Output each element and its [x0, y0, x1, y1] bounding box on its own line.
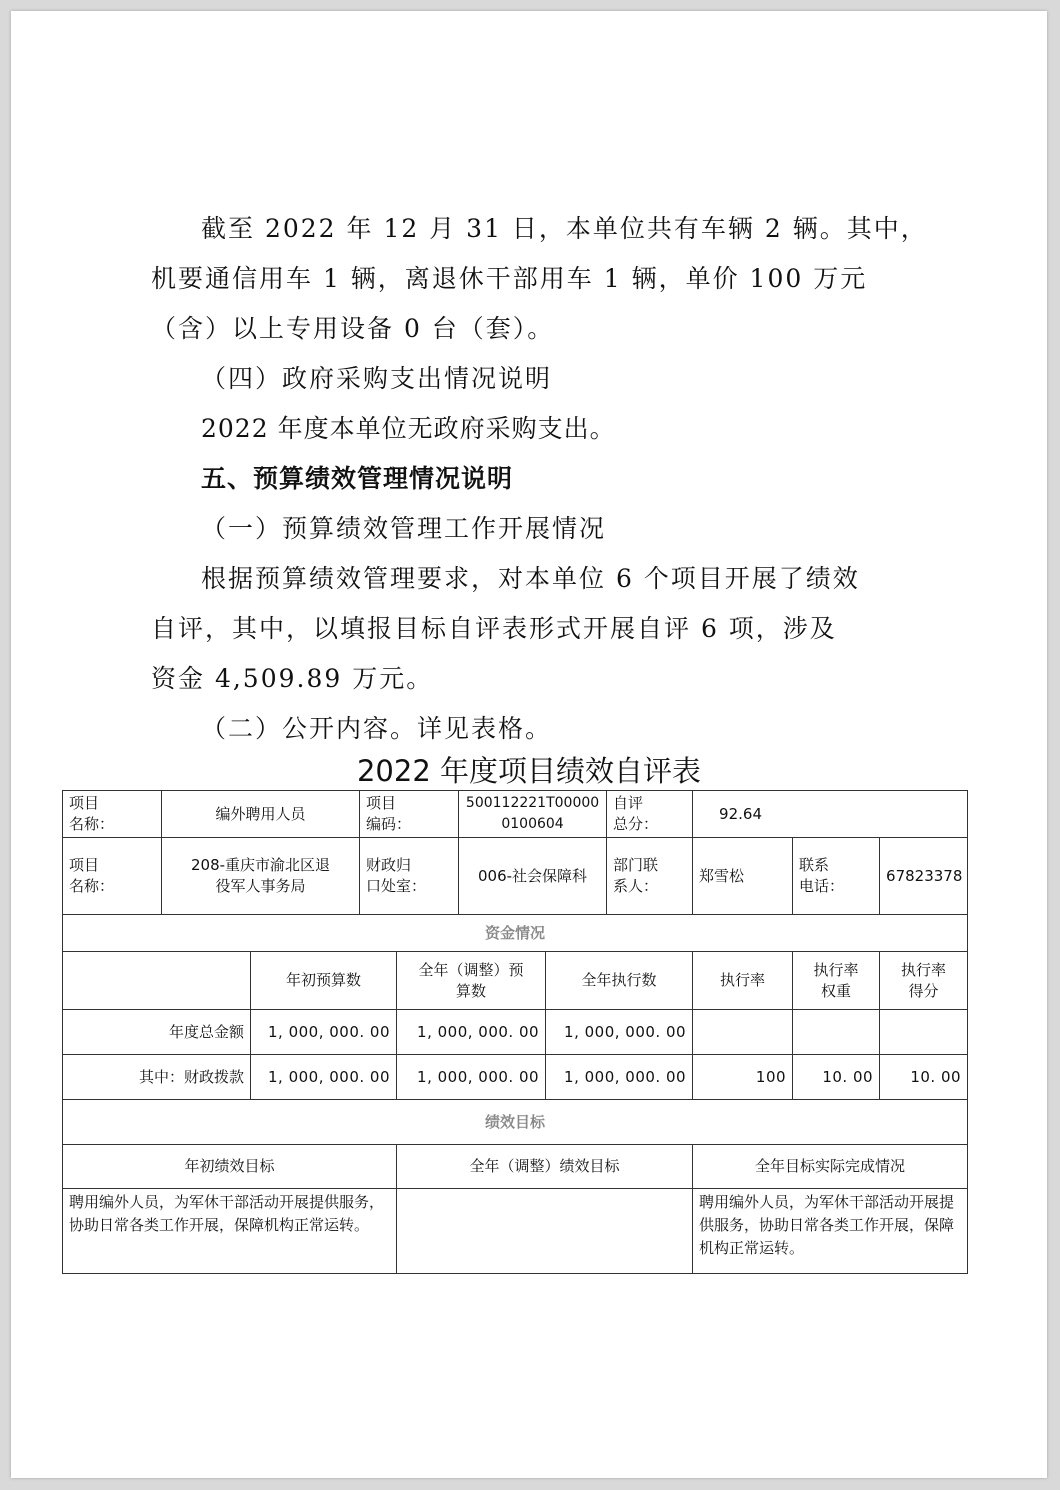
header-goal-initial: 年初绩效目标: [63, 1145, 397, 1189]
project-name-value: 编外聘用人员: [162, 791, 360, 838]
header-rate-score: 执行率 得分: [880, 952, 968, 1010]
table-row: [63, 791, 968, 838]
goals-section-heading: 绩效目标: [63, 1100, 968, 1145]
funds-rate-value: [693, 1010, 793, 1055]
funds-rate-value: 100: [693, 1055, 793, 1100]
finance-dept-label: 财政归 口处室：: [360, 838, 459, 915]
table-row: [63, 1100, 968, 1145]
finance-dept-value: 006-社会保障科: [459, 838, 607, 915]
header-adjusted-budget: 全年（调整）预 算数: [397, 952, 546, 1010]
funds-adjusted-value: 1, 000, 000. 00: [397, 1055, 546, 1100]
project-code-value: 500112221T00000 0100604: [459, 791, 607, 838]
paragraph-vehicles-line3: （含）以上专用设备 0 台（套）。: [151, 314, 555, 343]
unit-label: 项目 名称：: [63, 838, 162, 915]
heading-sub2: （二）公开内容。详见表格。: [201, 714, 553, 743]
project-name-label: 项目 名称：: [63, 791, 162, 838]
funds-adjusted-value: 1, 000, 000. 00: [397, 1010, 546, 1055]
contact-label: 部门联 系人：: [607, 838, 693, 915]
paragraph-performance-line1: 根据预算绩效管理要求，对本单位 6 个项目开展了绩效: [201, 564, 860, 593]
funds-row-label: 其中：财政拨款: [63, 1055, 251, 1100]
funds-executed-value: 1, 000, 000. 00: [546, 1055, 693, 1100]
performance-table: [62, 790, 968, 1274]
table-row: [63, 915, 968, 952]
table-row: [63, 1055, 968, 1100]
heading-sub1: （一）预算绩效管理工作开展情况: [201, 514, 607, 543]
unit-value: 208-重庆市渝北区退 役军人事务局: [162, 838, 360, 915]
heading-gov-purchase: （四）政府采购支出情况说明: [201, 364, 553, 393]
header-goal-actual: 全年目标实际完成情况: [693, 1145, 968, 1189]
heading-section5: 五、预算绩效管理情况说明: [201, 464, 514, 493]
header-executed: 全年执行数: [546, 952, 693, 1010]
goal-adjusted-text: [397, 1189, 693, 1274]
table-row: [63, 838, 968, 915]
table-row: [63, 952, 968, 1010]
funds-weight-value: 10. 00: [793, 1055, 880, 1100]
table-row: [63, 1010, 968, 1055]
paragraph-vehicles-line2: 机要通信用车 1 辆，离退休干部用车 1 辆，单价 100 万元: [151, 264, 868, 293]
header-initial-budget: 年初预算数: [251, 952, 397, 1010]
paragraph-performance-line3: 资金 4,509.89 万元。: [151, 664, 434, 693]
paragraph-performance-line2: 自评，其中，以填报目标自评表形式开展自评 6 项，涉及: [151, 614, 837, 643]
goal-actual-text: 聘用编外人员，为军休干部活动开展提供服务，协助日常各类工作开展，保障机构正常运转。: [693, 1189, 968, 1274]
funds-section-heading: 资金情况: [63, 915, 968, 952]
project-code-label: 项目 编码：: [360, 791, 459, 838]
document-page: [11, 11, 1047, 1478]
funds-executed-value: 1, 000, 000. 00: [546, 1010, 693, 1055]
header-rate-weight: 执行率 权重: [793, 952, 880, 1010]
header-goal-adjusted: 全年（调整）绩效目标: [397, 1145, 693, 1189]
score-value: 92.64: [693, 791, 968, 838]
funds-score-value: [880, 1010, 968, 1055]
funds-score-value: 10. 00: [880, 1055, 968, 1100]
funds-initial-value: 1, 000, 000. 00: [251, 1010, 397, 1055]
contact-value: 郑雪松: [693, 838, 793, 915]
phone-label: 联系 电话：: [793, 838, 880, 915]
table-title: 2022 年度项目绩效自评表: [356, 754, 702, 788]
funds-header-blank: [63, 952, 251, 1010]
funds-weight-value: [793, 1010, 880, 1055]
goal-initial-text: 聘用编外人员，为军休干部活动开展提供服务，协助日常各类工作开展，保障机构正常运转。: [63, 1189, 397, 1274]
score-label: 自评 总分：: [607, 791, 693, 838]
funds-initial-value: 1, 000, 000. 00: [251, 1055, 397, 1100]
funds-row-label: 年度总金额: [63, 1010, 251, 1055]
paragraph-vehicles-line1: 截至 2022 年 12 月 31 日，本单位共有车辆 2 辆。其中，: [201, 214, 928, 243]
table-row: [63, 1145, 968, 1189]
paragraph-gov-purchase: 2022 年度本单位无政府采购支出。: [201, 414, 616, 443]
phone-value: 67823378: [880, 838, 968, 915]
header-exec-rate: 执行率: [693, 952, 793, 1010]
table-row: [63, 1189, 968, 1274]
